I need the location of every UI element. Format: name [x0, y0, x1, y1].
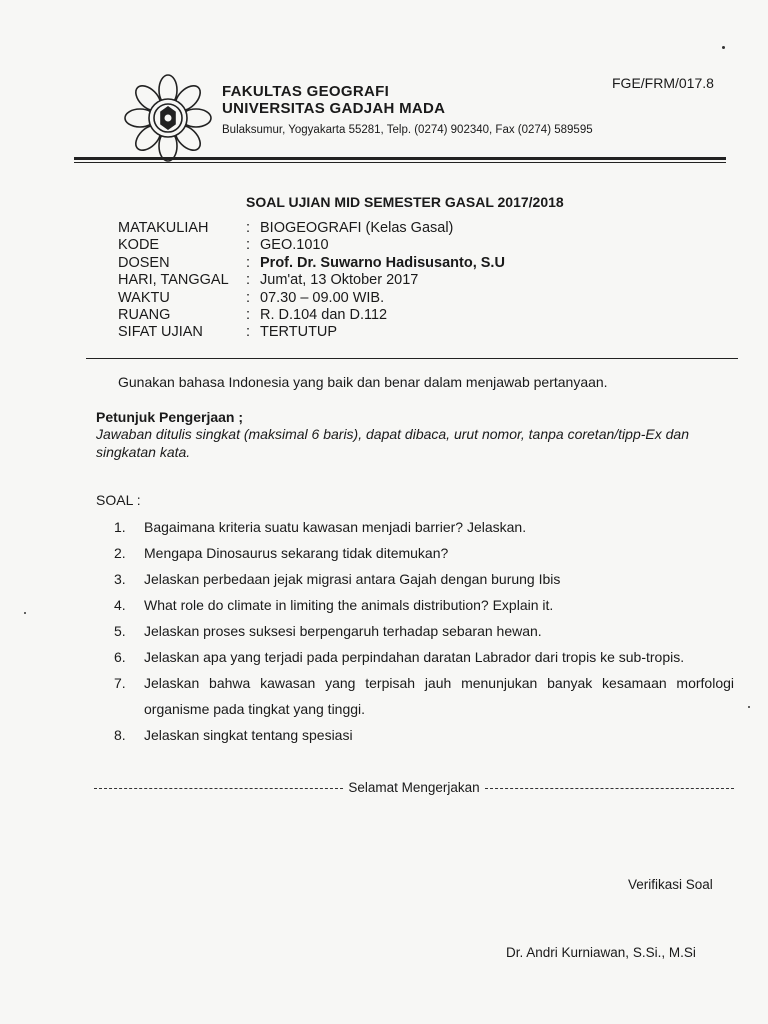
info-colon: :	[246, 254, 251, 271]
info-row-waktu	[118, 290, 505, 307]
question-text: Jelaskan proses suksesi berpengaruh terhadap sebaran hewan.	[144, 623, 542, 639]
university-name: UNIVERSITAS GADJAH MADA	[222, 100, 446, 117]
question-item	[114, 514, 734, 540]
question-item	[114, 566, 734, 592]
question-number: 1.	[114, 519, 126, 535]
verification-label: Verifikasi Soal	[628, 877, 713, 892]
info-value: BIOGEOGRAFI (Kelas Gasal)	[260, 220, 454, 236]
info-colon: :	[246, 289, 251, 306]
question-text: What role do climate in limiting the animals distribution? Explain it.	[144, 597, 554, 613]
section-divider	[86, 358, 738, 359]
question-item	[114, 540, 734, 566]
seal-icon	[122, 72, 214, 164]
info-label: DOSEN	[118, 254, 170, 271]
info-value: Prof. Dr. Suwarno Hadisusanto, S.U	[260, 254, 505, 271]
question-number: 6.	[114, 649, 126, 665]
info-label: HARI, TANGGAL	[118, 272, 229, 289]
question-list	[114, 514, 734, 748]
info-value: Jum'at, 13 Oktober 2017	[260, 272, 419, 289]
info-value: TERTUTUP	[260, 324, 338, 341]
scan-speck	[748, 706, 750, 708]
info-label: MATAKULIAH	[118, 220, 209, 236]
header-rule-thick	[74, 157, 726, 160]
closing-text: Selamat Mengerjakan	[348, 780, 480, 795]
question-number: 3.	[114, 571, 126, 587]
info-label: WAKTU	[118, 289, 170, 306]
scan-speck	[722, 46, 725, 49]
question-item	[114, 592, 734, 618]
question-number: 2.	[114, 545, 126, 561]
info-value: R. D.104 dan D.112	[260, 307, 388, 324]
exam-title: SOAL UJIAN MID SEMESTER GASAL 2017/2018	[246, 194, 564, 210]
info-colon: :	[246, 237, 251, 254]
question-text: Jelaskan apa yang terjadi pada perpindahan daratan Labrador dari tropis ke sub-tropis.	[144, 649, 685, 665]
info-colon: :	[246, 272, 251, 289]
info-colon: :	[246, 307, 251, 324]
info-row-matakuliah	[118, 220, 505, 237]
question-text: Jelaskan singkat tentang spesiasi	[144, 727, 353, 743]
question-text: Jelaskan bahwa kawasan yang terpisah jauh menunjukan banyak kesamaan morfologi organisme pada tingkat yang tinggi.	[144, 675, 734, 717]
petunjuk-body: Jawaban ditulis singkat (maksimal 6 baris), dapat dibaca, urut nomor, tanpa coretan/tipp-Ex dan singkatan kata.	[96, 426, 689, 460]
info-label: SIFAT UJIAN	[118, 324, 203, 341]
question-item	[114, 644, 734, 670]
question-text: Mengapa Dinosaurus sekarang tidak ditemukan?	[144, 545, 449, 561]
question-item	[114, 618, 734, 644]
exam-info-table	[118, 220, 505, 342]
info-row-sifat-ujian	[118, 324, 505, 341]
form-code: FGE/FRM/017.8	[612, 75, 714, 91]
header-rule-thin	[74, 162, 726, 163]
faculty-address: Bulaksumur, Yogyakarta 55281, Telp. (0274) 902340, Fax (0274) 589595	[222, 124, 593, 136]
question-number: 4.	[114, 597, 126, 613]
question-number: 5.	[114, 623, 126, 639]
info-row-kode	[118, 237, 505, 254]
question-text: Jelaskan perbedaan jejak migrasi antara Gajah dengan burung Ibis	[144, 571, 561, 587]
question-number: 7.	[114, 675, 126, 691]
info-colon: :	[246, 324, 251, 341]
info-row-dosen	[118, 255, 505, 272]
university-seal-logo	[122, 72, 214, 164]
info-label: KODE	[118, 237, 160, 254]
general-instruction: Gunakan bahasa Indonesia yang baik dan benar dalam menjawab pertanyaan.	[118, 374, 608, 390]
dashed-rule-right	[485, 788, 734, 789]
info-row-hari-tanggal	[118, 272, 505, 289]
info-value: 07.30 – 09.00 WIB.	[260, 289, 385, 306]
scan-speck	[24, 612, 26, 614]
question-number: 8.	[114, 727, 126, 743]
soal-heading: SOAL :	[96, 492, 141, 508]
info-value: GEO.1010	[260, 237, 329, 254]
question-item	[114, 670, 734, 722]
dashed-rule-left	[94, 788, 343, 789]
closing-line	[94, 780, 734, 795]
info-colon: :	[246, 220, 251, 236]
question-text: Bagaimana kriteria suatu kawasan menjadi barrier? Jelaskan.	[144, 519, 527, 535]
signer-name: Dr. Andri Kurniawan, S.Si., M.Si	[506, 945, 696, 960]
info-row-ruang	[118, 307, 505, 324]
faculty-name: FAKULTAS GEOGRAFI	[222, 83, 390, 100]
info-label: RUANG	[118, 307, 171, 324]
petunjuk-heading: Petunjuk Pengerjaan ;	[96, 409, 244, 425]
question-item	[114, 722, 734, 748]
